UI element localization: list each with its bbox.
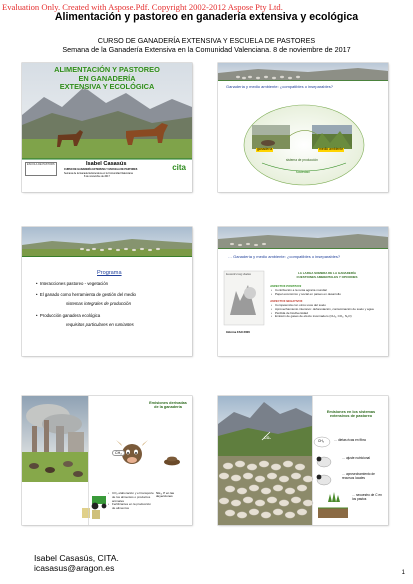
slide-4-positive-list (271, 289, 383, 297)
slide-5-nitrogen-label: NH₃, P en las deyecciones (156, 491, 175, 499)
slide-2-label-sociedad: sociedad (296, 170, 310, 174)
cita-logo: cita (172, 163, 186, 172)
author-email: icasasus@aragon.es (34, 563, 115, 573)
list-item: • Papel económico y social en países en desarrollo (271, 293, 383, 297)
slide-6-co2-label: CO₂ (264, 436, 271, 440)
list-item: • CO₂ elaboración y el transporte de los alimentos o productos animales (108, 492, 154, 503)
slide-4-question: … Ganadería y medio ambiente: ¿compatibles o inseparables? (228, 254, 341, 259)
slide-6-note-4: … secuestro de C en los pastos (352, 493, 382, 501)
slide-5-emisiones (22, 396, 192, 525)
slide-6-note-2: … ajuste nutricional (342, 456, 370, 460)
slide-6-note-3: … aprovechamiento de recursos locales (342, 472, 375, 480)
list-item: • Emisión de gases de efecto invernadero (CH₄, CO₂, N₂O) (271, 315, 383, 319)
slide-3-subitem-2: requisitos particulares en rumiantes (66, 322, 134, 327)
slide-5-list (108, 492, 154, 511)
slide-4-book-caption: Informe FAO 2006 (226, 330, 250, 334)
sheep-cartoon-icon (317, 457, 331, 467)
list-item: • Fertilizantes en la producción de alimentos (108, 503, 154, 511)
slide-4-heading-1: LA LARGA SOMBRA DE LA GANADERÍA (297, 271, 357, 275)
slide-2-question: Ganadería y medio ambiente: ¿compatibles o inseparables? (226, 84, 333, 89)
slide-2-label-medio: medio ambiente (319, 147, 344, 151)
slide-4-heading-2: CUESTIONES AMBIENTALES Y OPCIONES (296, 275, 358, 279)
author-credit: Isabel Casasús, CITA. (34, 553, 119, 563)
soil-carbon-icon (318, 508, 348, 518)
slide-4-negative-list (271, 304, 383, 319)
list-item: • Aprovechamiento intensivo: deforestación, contaminación de suelo y agua (271, 308, 383, 312)
slide-2-label-ganaderia: ganadería (257, 147, 273, 151)
slide-6-title: Emisiones en los sistemas extensivos de pastoreo (326, 410, 376, 419)
page-number: 1 (401, 570, 405, 576)
slide-2-compatibility (218, 63, 388, 192)
slide-3-item-2: • El ganado como herramienta de gestión del medio (36, 292, 136, 297)
list-item: • Competencia con otros usos del suelo (271, 304, 383, 308)
slide-3-heading: Programa (97, 270, 122, 276)
slide-4-positive-title: ASPECTOS POSITIVOS (270, 284, 302, 288)
slide-6-extensivos (218, 396, 388, 525)
slide-3-subitem-1: sistemas integrales de producción (66, 301, 131, 306)
slide-1-event: Semana de la Ganadería Extensiva en la Comunidad Valenciana (64, 171, 133, 175)
slide-6-note-1: … dietas ricas en fibra (334, 438, 366, 442)
grass-icon (328, 492, 340, 502)
slide-1-title (22, 63, 192, 192)
slide-4-fao (218, 227, 388, 356)
list-item: • Contribución a la renta agraria mundial (271, 289, 383, 293)
manure-icon (164, 457, 180, 466)
list-item: • Pérdida de biodiversidad (271, 312, 383, 316)
evaluation-watermark: Evaluation Only. Created with Aspose.Pdf. Copyright 2002-2012 Aspose Pty Ltd. (2, 2, 283, 12)
tractor-icon (92, 496, 107, 509)
slide-1-title-text: ALIMENTACIÓN Y PASTOREO EN GANADERÍA EXTENSIVA Y ECOLÓGICA (54, 65, 160, 92)
sheep-cartoon-icon (317, 475, 331, 485)
slide-1-course: CURSO DE GANADERÍA EXTENSIVA Y ESCUELA DE PASTORES (64, 168, 138, 171)
slide-5-ch4-label: CH₄ (112, 450, 125, 456)
slide-4-book-title: livestock's long shadow (226, 273, 251, 276)
course-subtitle: CURSO DE GANADERÍA EXTENSIVA Y ESCUELA DE PASTORES (97, 36, 316, 45)
slide-5-graphics (22, 396, 192, 525)
fertilizer-sacks-icon (82, 508, 100, 519)
slide-3-item-3: • Producción ganadera ecológica (36, 313, 101, 318)
slide-2-label-sistema: sistema de producción (286, 158, 318, 162)
slide-5-title: Emisiones derivadas de la ganadería (149, 401, 187, 410)
slide-6-ch4-label: CH₄ (318, 439, 324, 443)
slide-3-programa (22, 227, 192, 356)
slide-3-item-1: • Interacciones pastoreo - vegetación (36, 281, 108, 286)
document-title: Alimentación y pastoreo en ganadería extensiva y ecológica (54, 11, 359, 23)
slide-1-author: Isabel Casasús (86, 161, 127, 167)
slide-1-date: 8 de noviembre de 2017 (84, 175, 110, 178)
slide-4-negative-title: ASPECTOS NEGATIVOS (270, 299, 303, 303)
escola-pastors-logo: ESCOLA DE PASTORS (25, 162, 57, 176)
event-subtitle: Semana de la Ganadería Extensiva en la Comunidad Valenciana. 8 de noviembre de 2017 (62, 45, 351, 54)
